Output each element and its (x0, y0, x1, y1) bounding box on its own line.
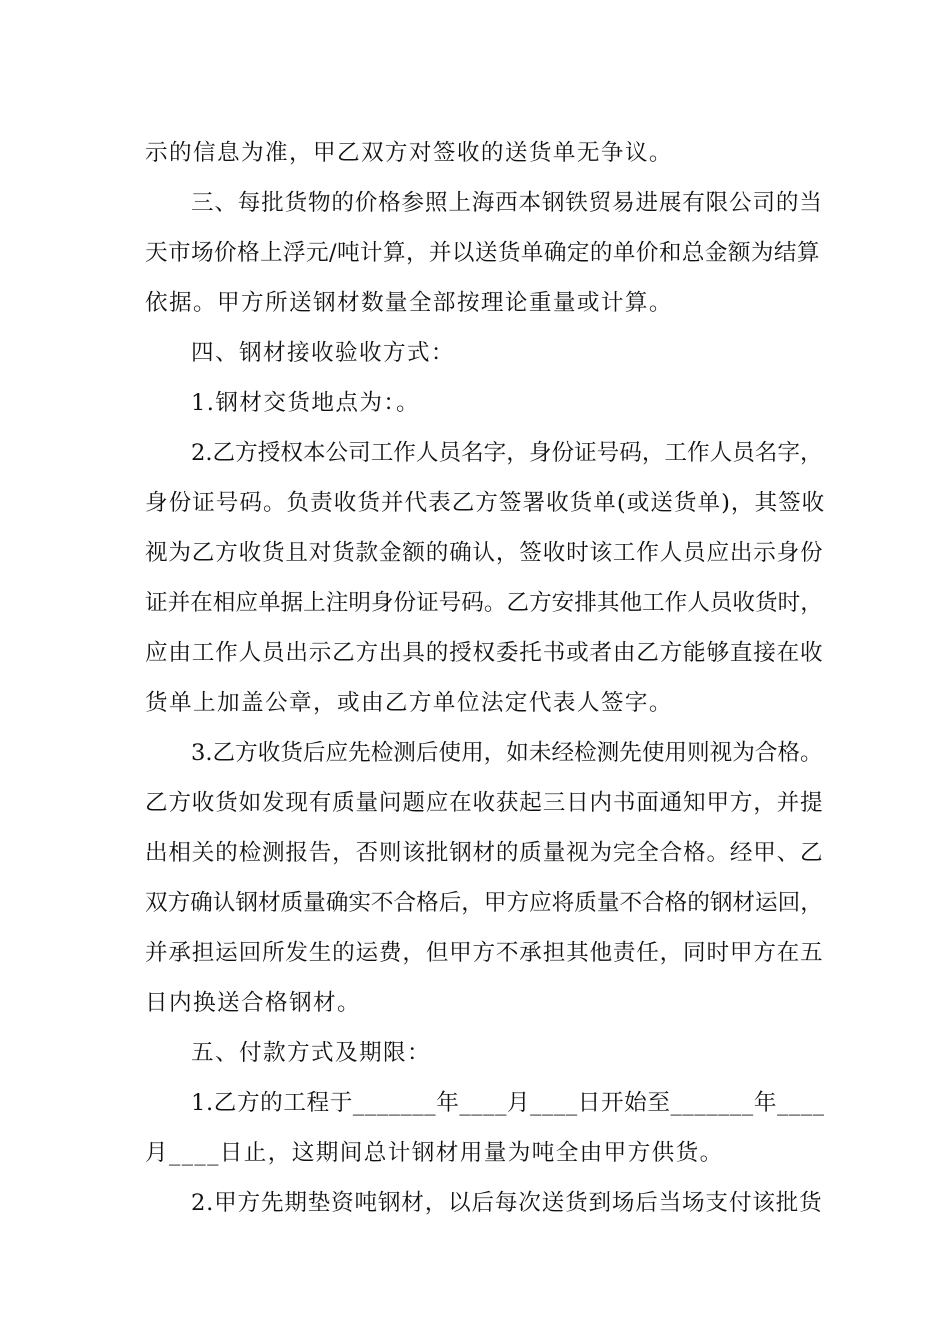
text-line: 身份证号码。负责收货并代表乙方签署收货单(或送货单)，其签收 (145, 490, 826, 516)
text-line: 出相关的检测报告，否则该批钢材的质量视为完全合格。经甲、乙 (145, 840, 824, 866)
text-line: 示的信息为准，甲乙双方对签收的送货单无争议。 (145, 140, 673, 166)
clause-5-2: 2.甲方先期垫资吨钢材，以后每次送货到场后当场支付该批货 (191, 1190, 823, 1216)
section-heading-4: 四、钢材接收验收方式： (191, 340, 455, 366)
text-line: 依据。甲方所送钢材数量全部按理论重量或计算。 (145, 290, 673, 316)
clause-4-2: 2.乙方授权本公司工作人员名字，身份证号码，工作人员名字， (191, 440, 823, 466)
text-line: 乙方收货如发现有质量问题应在收获起三日内书面通知甲方，并提 (145, 790, 824, 816)
text-line: 证并在相应单据上注明身份证号码。乙方安排其他工作人员收货时， (145, 590, 823, 616)
text-line: 并承担运回所发生的运费，但甲方不承担其他责任，同时甲方在五 (145, 940, 824, 966)
text-line: 视为乙方收货且对货款金额的确认，签收时该工作人员应出示身份 (145, 540, 824, 566)
text-line: 应由工作人员出示乙方出具的授权委托书或者由乙方能够直接在收 (145, 640, 824, 666)
text-line: 双方确认钢材质量确实不合格后，甲方应将质量不合格的钢材运回， (145, 890, 823, 916)
text-line: 货单上加盖公章，或由乙方单位法定代表人签字。 (145, 690, 673, 716)
text-line: 日内换送合格钢材。 (145, 990, 361, 1016)
clause-4-3: 3.乙方收货后应先检测后使用，如未经检测先使用则视为合格。 (191, 740, 823, 766)
text-line: 月____日止，这期间总计钢材用量为吨全由甲方供货。 (145, 1140, 724, 1166)
clause-5-1: 1.乙方的工程于_______年____月____日开始至_______年____ (191, 1090, 825, 1116)
section-heading-5: 五、付款方式及期限： (191, 1040, 431, 1066)
text-line: 天市场价格上浮元/吨计算，并以送货单确定的单价和总金额为结算 (145, 240, 820, 266)
clause-4-1: 1.钢材交货地点为：。 (191, 390, 421, 416)
section-heading-3: 三、每批货物的价格参照上海西本钢铁贸易进展有限公司的当 (191, 190, 823, 216)
